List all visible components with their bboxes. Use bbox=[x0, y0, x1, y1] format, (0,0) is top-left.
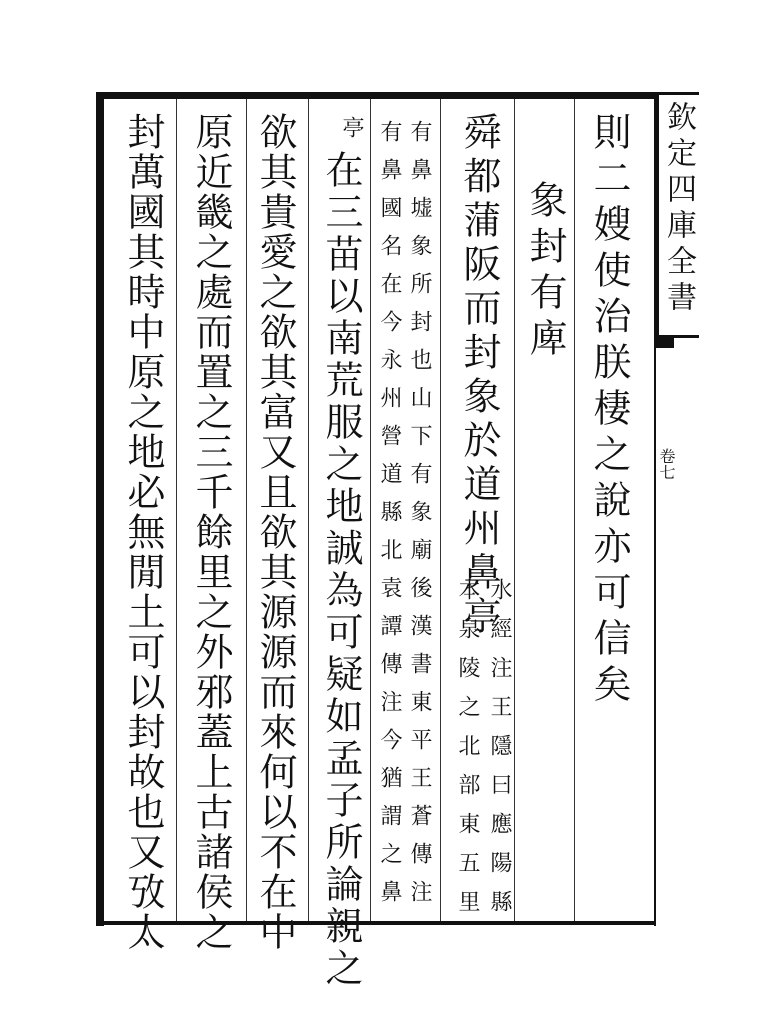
annotation-line: 有鼻國名在今永州營道縣北袁譚傳注今猶謂之鼻 bbox=[377, 120, 402, 918]
column-rule bbox=[440, 99, 441, 921]
fish-tail-mark bbox=[654, 338, 674, 348]
column-rule bbox=[514, 99, 515, 921]
text-column-5: 在三苗以南荒服之地誠為可疑如孟子所論親之 bbox=[319, 150, 363, 990]
annotation-line: 水經注王隱曰應陽縣 bbox=[487, 578, 512, 929]
text-column-2: 象封有庳 bbox=[523, 180, 567, 364]
frame-left-border bbox=[96, 92, 104, 926]
column-rule bbox=[246, 99, 247, 921]
volume-label: 卷七 bbox=[657, 448, 676, 480]
text-column-7: 原近畿之處而置之三千餘里之外邪蓋上古諸侯之 bbox=[189, 112, 233, 952]
text-column-8: 封萬國其時中原之地必無閒土可以封故也又攷太 bbox=[121, 112, 165, 952]
annotation-line: 本泉陵之北部東五里 bbox=[455, 578, 480, 929]
text-column-6: 欲其貴愛之欲其富又且欲其源源而來何以不在中 bbox=[253, 112, 297, 952]
frame-bottom-border bbox=[96, 921, 654, 925]
column-rule bbox=[574, 99, 575, 921]
column-rule bbox=[370, 99, 371, 921]
text-column-1: 則二嫂使治朕棲之說亦可信矣 bbox=[587, 112, 631, 710]
book-title: 欽定四庫全書 bbox=[661, 101, 696, 317]
annotation-line: 亭 bbox=[339, 116, 364, 155]
annotation-line: 有鼻墟象所封也山下有象廟後漢書東平王蒼傳注 bbox=[407, 120, 432, 918]
text-column-3-main: 舜都蒲阪而封象於道州鼻亭 bbox=[457, 112, 501, 640]
book-title-tab bbox=[656, 92, 699, 338]
column-rule bbox=[176, 99, 177, 921]
column-rule bbox=[308, 99, 309, 921]
frame-top-border bbox=[96, 92, 654, 99]
